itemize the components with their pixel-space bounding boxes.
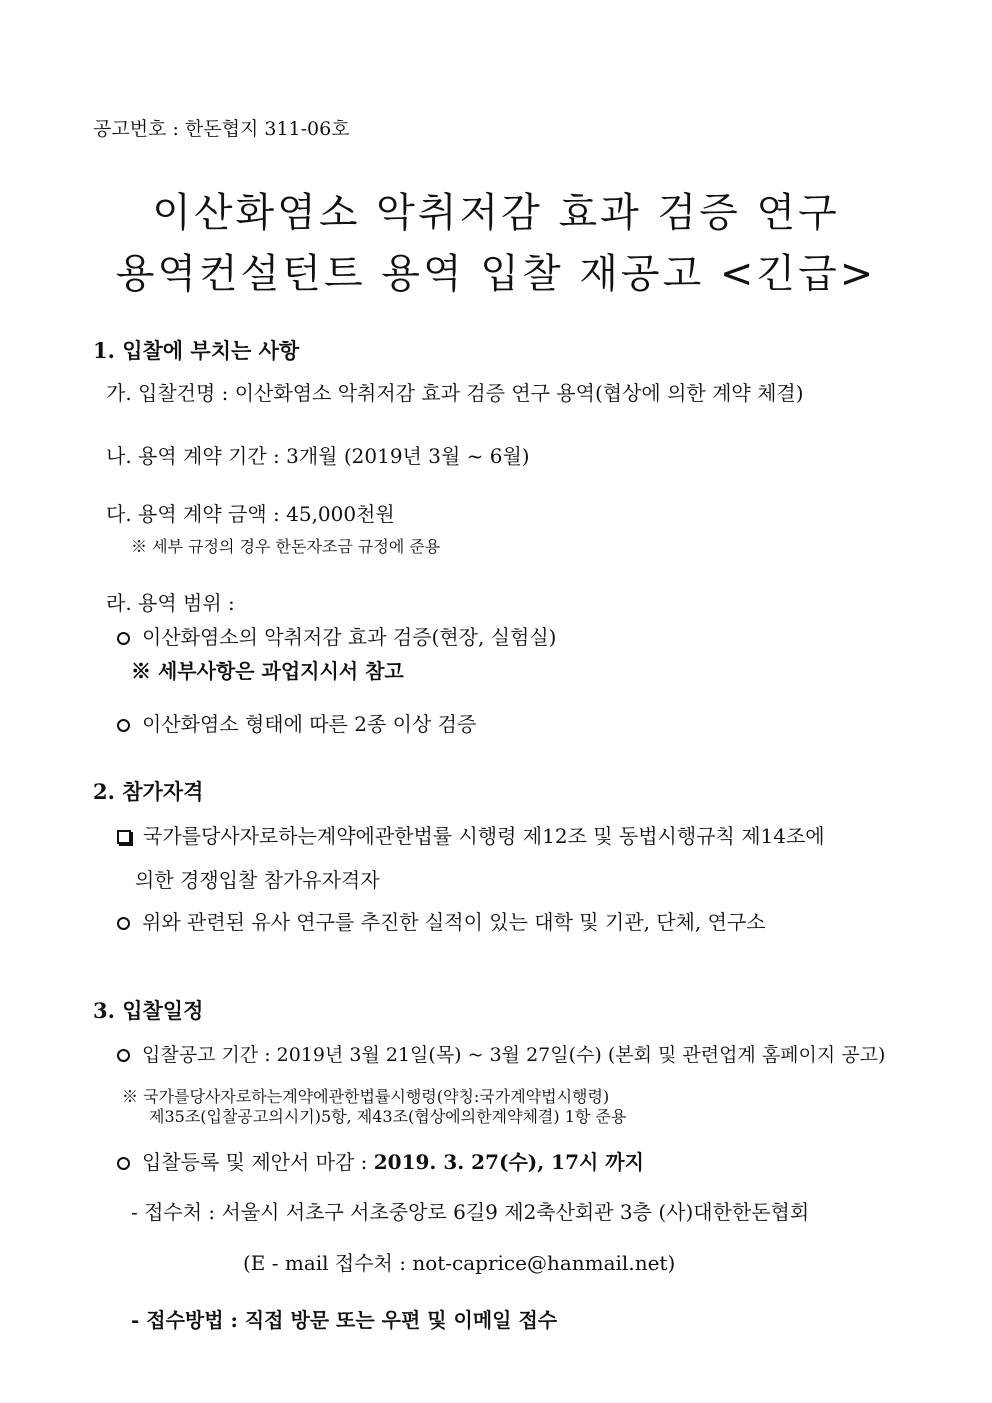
scope-list-item-text: 이산화염소 형태에 따른 2종 이상 검증 (142, 712, 477, 736)
scope-detail-note: ※ 세부사항은 과업지시서 참고 (131, 659, 404, 683)
bid-notice-period: 입찰공고 기간 : 2019년 3월 21일(목) ~ 3월 27일(수) (본회 및 관련업계 홈페이지 공고) (142, 1044, 886, 1066)
circle-bullet-icon (117, 719, 130, 732)
qualification-item (117, 912, 766, 932)
circle-bullet-icon (117, 632, 130, 645)
qualification-item-text: 위와 관련된 유사 연구를 추진한 실적이 있는 대학 및 기관, 단체, 연구소 (142, 910, 766, 934)
schedule-item (117, 1152, 644, 1172)
notice-number: 공고번호 : 한돈협지 311-06호 (93, 118, 350, 140)
scope-list-item (117, 627, 556, 647)
contract-period-item: 나. 용역 계약 기간 : 3개월 (2019년 3월 ~ 6월) (106, 444, 530, 468)
qualification-item (117, 826, 825, 846)
circle-bullet-icon (117, 1049, 130, 1062)
document-title-line-2: 용역컨설턴트 용역 입찰 재공고 <긴급> (115, 251, 877, 297)
service-scope-item: 라. 용역 범위 : (106, 591, 235, 615)
qualification-item-continued: 의한 경쟁입찰 참가유자격자 (135, 868, 380, 892)
contract-amount-note: ※ 세부 규정의 경우 한돈자조금 규정에 준용 (131, 537, 441, 556)
section-3-heading: 3. 입찰일정 (93, 998, 204, 1023)
section-1-heading: 1. 입찰에 부치는 사항 (93, 338, 300, 363)
schedule-item (117, 1046, 885, 1065)
scope-list-item-text: 이산화염소의 악취저감 효과 검증(현장, 실험실) (142, 625, 557, 649)
circle-bullet-icon (117, 917, 130, 930)
qualification-item-text: 국가를당사자로하는계약에관한법률 시행령 제12조 및 동법시행규칙 제14조에 (143, 824, 825, 848)
circle-bullet-icon (117, 1157, 130, 1170)
section-2-heading: 2. 참가자격 (93, 779, 204, 804)
law-reference-note: ※ 국가를당사자로하는계약에관한법률시행령(약칭:국가계약법시행령) (122, 1087, 610, 1106)
receipt-email: (E - mail 접수처 : not-caprice@hanmail.net) (243, 1251, 676, 1275)
contract-amount-item: 다. 용역 계약 금액 : 45,000천원 (106, 502, 395, 526)
scope-list-item (117, 714, 476, 734)
receipt-place: - 접수처 : 서울시 서초구 서초중앙로 6길9 제2축산회관 3층 (사)대한한돈협회 (131, 1200, 810, 1224)
law-reference-note-continued: 제35조(입찰공고의시기)5항, 제43조(협상에의한계약체결) 1항 준용 (149, 1107, 627, 1126)
document-title-line-1: 이산화염소 악취저감 효과 검증 연구 (152, 190, 840, 236)
deadline-value: 2019. 3. 27(수), 17시 까지 (373, 1150, 644, 1174)
bid-title-item: 가. 입찰건명 : 이산화염소 악취저감 효과 검증 연구 용역(협상에 의한 계약 체결) (106, 381, 804, 405)
checkbox-bullet-icon (117, 830, 131, 844)
deadline-label: 입찰등록 및 제안서 마감 : (142, 1150, 374, 1174)
receipt-method: - 접수방법 : 직접 방문 또는 우편 및 이메일 접수 (131, 1308, 558, 1332)
